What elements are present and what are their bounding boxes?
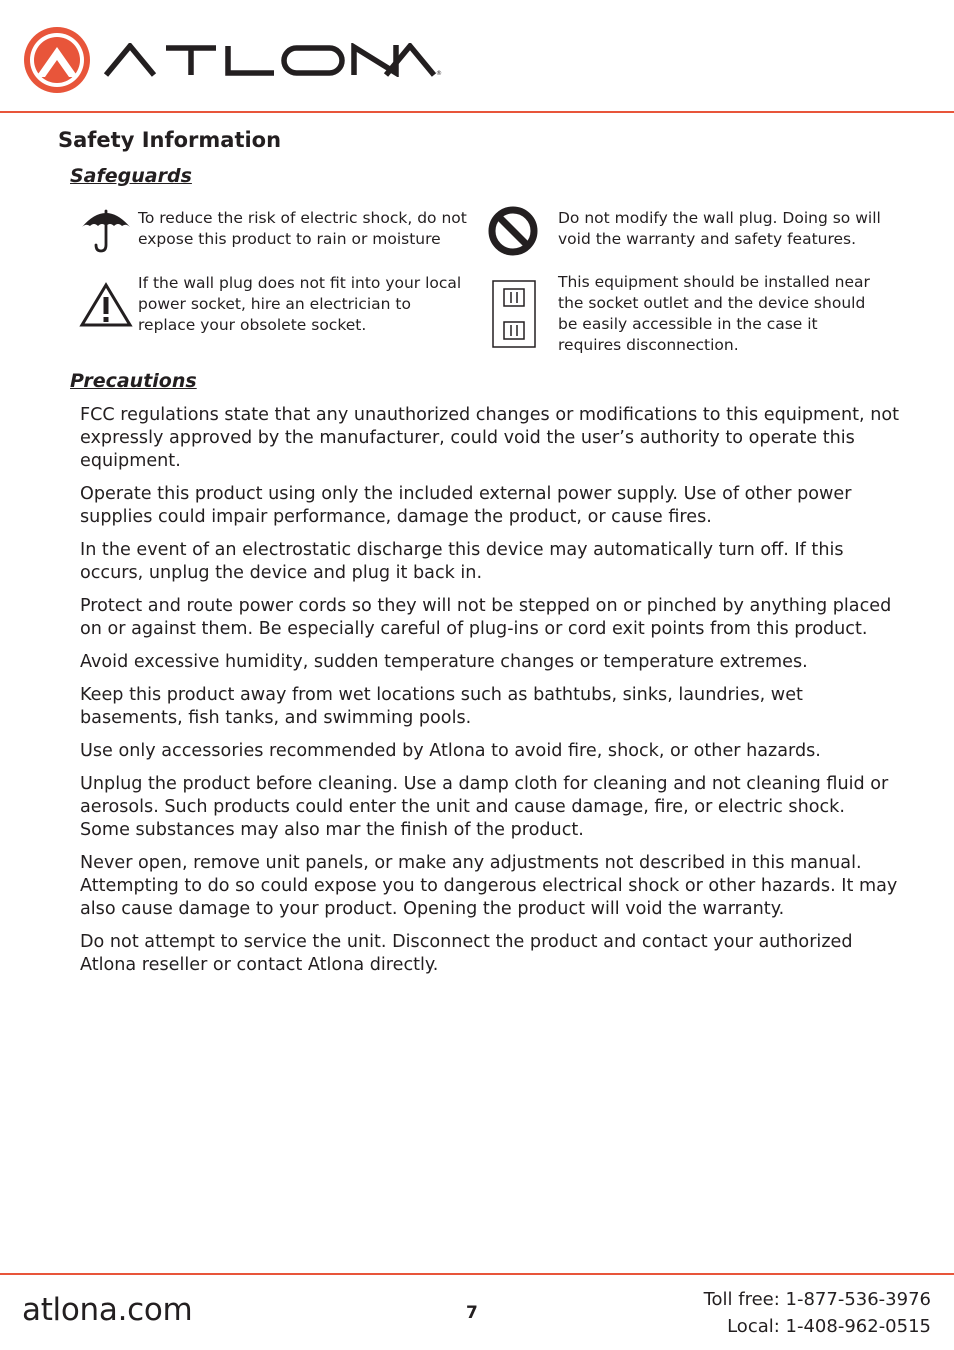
warning-triangle-icon [79, 282, 133, 328]
safeguard-text-socket: If the wall plug does not fit into your local power socket, hire an electrician to replace your obsolete socket. [138, 274, 462, 334]
wall-outlet-icon [492, 280, 536, 348]
toll-free-number: Toll free: 1-877-536-3976 [703, 1289, 931, 1310]
precaution-item: FCC regulations state that any unauthorized changes or modifications to this equipment, not expressly approved by the manufacturer, could void the user’s authority to operate this equipment. [80, 405, 900, 472]
umbrella-icon [80, 205, 132, 253]
header-divider [0, 111, 954, 113]
atlona-wordmark [104, 43, 444, 77]
page-number: 7 [466, 1303, 478, 1323]
page-header [0, 0, 954, 113]
footer-contact [704, 1286, 931, 1340]
safeguards-title: Safeguards [70, 165, 192, 187]
section-title: Safety Information [58, 128, 282, 152]
precaution-item: Operate this product using only the included external power supply. Use of other power supplies could impair performance, damage the product, or cause fires. [80, 484, 852, 528]
precaution-item: Avoid excessive humidity, sudden temperature changes or temperature extremes. [80, 652, 808, 673]
precautions-list [80, 404, 900, 987]
safeguard-text-disconnection: This equipment should be installed near the socket outlet and the device should be easily accessible in the case it requires disconnection. [558, 273, 870, 354]
precaution-item: Never open, remove unit panels, or make any adjustments not described in this manual. Attempting to do so could expose you to dangerous electrical shock or other hazards. It may also cause damage to your product. Opening the product will void the warranty. [80, 853, 898, 920]
precaution-item: Use only accessories recommended by Atlona to avoid fire, shock, or other hazards. [80, 741, 821, 761]
precaution-item: Keep this product away from wet locations such as bathtubs, sinks, laundries, wet basements, fish tanks, and swimming pools. [80, 685, 803, 729]
svg-text:®: ® [436, 70, 442, 77]
footer-divider [0, 1273, 954, 1275]
precautions-title: Precautions [70, 370, 197, 392]
atlona-logo-icon [22, 25, 92, 95]
safeguard-text-wall-plug: Do not modify the wall plug. Doing so will void the warranty and safety features. [558, 209, 881, 248]
precaution-item: In the event of an electrostatic discharge this device may automatically turn off. If this occurs, unplug the device and plug it back in. [80, 540, 844, 584]
local-number: Local: 1-408-962-0515 [727, 1316, 931, 1337]
precaution-item: Protect and route power cords so they will not be stepped on or pinched by anything placed on or against them. Be especially careful of plug-ins or cord exit points from this product. [80, 596, 892, 640]
precaution-item: Do not attempt to service the unit. Disconnect the product and contact your authorized Atlona reseller or contact Atlona directly. [80, 932, 853, 976]
precaution-item: Unplug the product before cleaning. Use a damp cloth for cleaning and not cleaning fluid or aerosols. Such products could enter the unit and cause damage, fire, or electric shock. Some substances may also mar the finish of the product. [80, 773, 889, 841]
no-symbol-icon [488, 206, 538, 256]
safeguard-text-rain: To reduce the risk of electric shock, do not expose this product to rain or moisture [138, 209, 467, 248]
footer-website: atlona.com [22, 1292, 193, 1328]
